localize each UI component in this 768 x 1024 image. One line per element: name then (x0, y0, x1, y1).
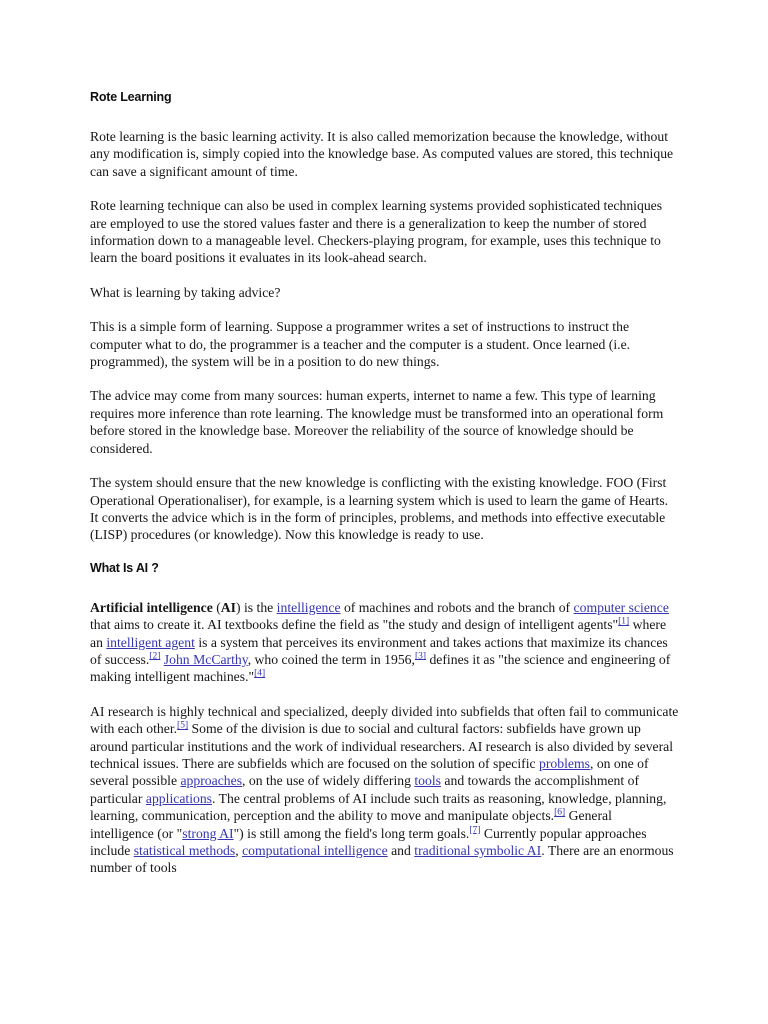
link-problems[interactable]: problems (539, 755, 590, 771)
paragraph-foo-system: The system should ensure that the new knowledge is conflicting with the existing knowledge. FOO (First Operational Operationaliser), for example, is a learning system which is used to learn the game of Hearts. It converts the advice which is in the form of principles, problems, and methods into effective executable (LISP) procedures (or knowledge). Now this knowledge is ready to use. (90, 475, 669, 543)
paragraph-simple-form-of-learning: This is a simple form of learning. Suppose a programmer writes a set of instructions to instruct the computer what to do, the programmer is a teacher and the computer is a student. Once learned (i.e. programmed), the system will be in a position to do new things. (90, 319, 631, 370)
citation-ref-4[interactable]: [4] (254, 668, 266, 679)
link-intelligence[interactable]: intelligence (276, 599, 341, 615)
link-tools[interactable]: tools (414, 773, 441, 789)
citation-ref-2[interactable]: [2] (149, 651, 161, 662)
heading-what-is-ai: What Is AI ? (90, 560, 159, 575)
link-applications[interactable]: applications (145, 790, 213, 806)
citation-ref-3[interactable]: [3] (414, 651, 427, 662)
bold-text: AI (220, 599, 236, 615)
paragraph-advice-sources: The advice may come from many sources: human experts, internet to name a few. This type of learning requires more inference than rote learning. The knowledge must be transformed into an operational form before stored in the knowledge base. Moreover the reliability of the source of knowledge should be considered. (90, 388, 664, 456)
bold-text: Artificial intelligence (90, 599, 213, 615)
citation-ref-5[interactable]: [5] (177, 720, 189, 731)
question-learning-by-taking-advice: What is learning by taking advice? (90, 284, 281, 300)
paragraph-rote-learning-intro: Rote learning is the basic learning activity. It is also called memorization because the knowledge, without any modification is, simply copied into the knowledge base. As computed values are stored, this technique can save a significant amount of time. (90, 129, 674, 179)
paragraph-rote-learning-systems: Rote learning technique can also be used in complex learning systems provided sophisticated techniques are employed to use the stored values faster and there is a generalization to keep the number of stored information down to a manageable level. Checkers-playing program, for example, uses this technique to learn the board positions it evaluates in its look-ahead search. (90, 198, 663, 266)
heading-rote-learning: Rote Learning (90, 90, 172, 104)
link-strong-ai[interactable]: strong AI (182, 825, 234, 841)
link-statistical-methods[interactable]: statistical methods (133, 843, 236, 858)
citation-ref-1[interactable]: [1] (618, 616, 630, 627)
link-traditional-symbolic-ai[interactable]: traditional symbolic AI (414, 843, 542, 858)
link-computer-science[interactable]: computer science (573, 599, 669, 615)
link-approaches[interactable]: approaches (180, 773, 243, 789)
citation-ref-7[interactable]: [7] (469, 825, 481, 836)
paragraph-ai-research: AI research is highly technical and specialized, deeply divided into subfields that often fail to communicate with each other.[5] Some of the division is due to social and cultural factors: subfields have grown up around particular institutions and the work of individual researchers. AI research is also divided by several technical issues. There are subfields which are focused on the solution of specific problems, on one of several possible approaches, on the use of widely differing tools and towards the accomplishment of particular applications. The central problems of AI include such traits as reasoning, knowledge, planning, learning, communication, perception and the ability to move and manipulate objects.[6] General intelligence (or "strong AI") is still among the field's long term goals.[7] Currently popular approaches include statistical methods, computational intelligence and traditional symbolic AI. There are an enormous number of tools (90, 703, 679, 876)
citation-ref-6[interactable]: [6] (554, 807, 566, 818)
paragraph-ai-definition: Artificial intelligence (AI) is the intelligence of machines and robots and the branch of computer science that aims to create it. AI textbooks define the field as "the study and design of intelligent agents"[1] where an intelligent agent is a system that perceives its environment and takes actions that maximize its chances of success.[2] John McCarthy, who coined the term in 1956,[3] defines it as "the science and engineering of making intelligent machines."[4] (90, 599, 671, 685)
link-intelligent-agent[interactable]: intelligent agent (106, 634, 195, 650)
link-john-mccarthy[interactable]: John McCarthy (163, 651, 248, 667)
link-computational-intelligence[interactable]: computational intelligence (242, 843, 388, 858)
